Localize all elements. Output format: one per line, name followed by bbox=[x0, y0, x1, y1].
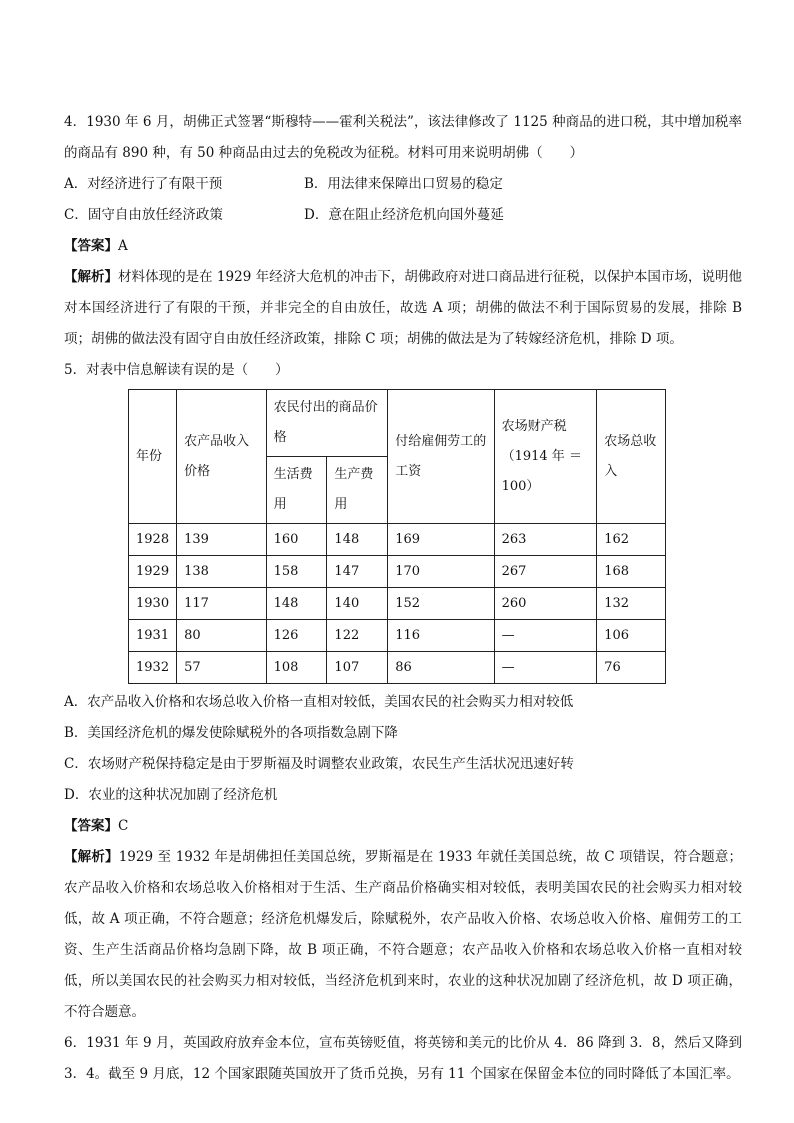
cell-living: 126 bbox=[266, 620, 327, 652]
cell-year: 1931 bbox=[129, 620, 177, 652]
cell-tax: — bbox=[494, 652, 597, 684]
cell-tax: 267 bbox=[494, 556, 597, 588]
table-row bbox=[129, 524, 666, 556]
cell-farm-price: 80 bbox=[177, 620, 267, 652]
q5-stem: 5．对表中信息解读有误的是（ ） bbox=[64, 362, 289, 378]
q4-answer bbox=[64, 231, 742, 262]
document-page bbox=[64, 107, 742, 1090]
th-farm-price: 农产品收入价格 bbox=[177, 390, 267, 524]
cell-farm-price: 138 bbox=[177, 556, 267, 588]
answer-tag: 【答案】 bbox=[64, 238, 118, 254]
q4-answer-value: A bbox=[118, 238, 128, 254]
q4-analysis bbox=[64, 262, 742, 355]
analysis-tag: 【解析】 bbox=[64, 269, 119, 285]
th-living-cost: 生活费用 bbox=[266, 457, 327, 524]
cell-tax: 263 bbox=[494, 524, 597, 556]
q5-table bbox=[128, 389, 666, 684]
cell-tax: — bbox=[494, 620, 597, 652]
q4-option-a: A．对经济进行了有限干预 bbox=[64, 176, 223, 192]
cell-year: 1930 bbox=[129, 588, 177, 620]
cell-total: 162 bbox=[597, 524, 666, 556]
q4-analysis-text: 材料体现的是在 1929 年经济大危机的冲击下，胡佛政府对进口商品进行征税，以保护本国市场，说明他对本国经济进行了有限的干预，并非完全的自由放任，故选 A 项；胡佛的做法不利于国际贸易的发展，排除 B 项；胡佛的做法没有固守自由放任经济政策，排除 C 项；胡佛的做法是为了转嫁经济危机，排除 D 项。 bbox=[64, 269, 742, 347]
cell-year: 1929 bbox=[129, 556, 177, 588]
th-year: 年份 bbox=[129, 390, 177, 524]
cell-production: 140 bbox=[327, 588, 388, 620]
cell-production: 147 bbox=[327, 556, 388, 588]
q4-option-b: B．用法律来保障出口贸易的稳定 bbox=[304, 176, 503, 192]
table-row bbox=[129, 588, 666, 620]
cell-production: 148 bbox=[327, 524, 388, 556]
cell-total: 76 bbox=[597, 652, 666, 684]
cell-farm-price: 117 bbox=[177, 588, 267, 620]
cell-wages: 86 bbox=[388, 652, 494, 684]
cell-tax: 260 bbox=[494, 588, 597, 620]
cell-living: 160 bbox=[266, 524, 327, 556]
cell-production: 107 bbox=[327, 652, 388, 684]
cell-wages: 116 bbox=[388, 620, 494, 652]
q5-option-a: A．农产品收入价格和农场总收入价格一直相对较低，美国农民的社会购买力相对较低 bbox=[64, 694, 574, 710]
analysis-tag: 【解析】 bbox=[64, 849, 119, 865]
cell-total: 132 bbox=[597, 588, 666, 620]
q5-option-d: D．农业的这种状况加剧了经济危机 bbox=[64, 787, 278, 803]
cell-living: 158 bbox=[266, 556, 327, 588]
cell-year: 1932 bbox=[129, 652, 177, 684]
cell-year: 1928 bbox=[129, 524, 177, 556]
cell-production: 122 bbox=[327, 620, 388, 652]
cell-wages: 170 bbox=[388, 556, 494, 588]
th-property-tax: 农场财产税（1914 年 ＝ 100） bbox=[494, 390, 597, 524]
table-row bbox=[129, 556, 666, 588]
answer-tag: 【答案】 bbox=[64, 818, 118, 834]
q5-analysis bbox=[64, 842, 742, 1028]
cell-living: 148 bbox=[266, 588, 327, 620]
q5-option-c: C．农场财产税保持稳定是由于罗斯福及时调整农业政策，农民生产生活状况迅速好转 bbox=[64, 756, 574, 772]
q5-answer bbox=[64, 811, 742, 842]
cell-wages: 152 bbox=[388, 588, 494, 620]
q5-option-b: B．美国经济危机的爆发使除赋税外的各项指数急剧下降 bbox=[64, 725, 398, 741]
th-production-cost: 生产费用 bbox=[327, 457, 388, 524]
cell-farm-price: 57 bbox=[177, 652, 267, 684]
q5-analysis-text: 1929 至 1932 年是胡佛担任美国总统，罗斯福是在 1933 年就任美国总统，故 C 项错误，符合题意；农产品收入价格和农场总收入价格相对于生活、生产商品价格确实相对较低，表明美国农民的社会购买力相对较低，故 A 项正确，不符合题意；经济危机爆发后，除赋税外，农产品收入价格、农场总收入价格、雇佣劳工的工资、生产生活商品价格均急剧下降，故 B 项正确，不符合题意；农产品收入价格和农场总收入价格一直相对较低，所以美国农民的社会购买力相对较低，当经济危机到来时，农业的这种状况加剧了经济危机，故 D 项正确，不符合题意。 bbox=[64, 849, 743, 1020]
q5-answer-value: C bbox=[118, 818, 129, 834]
q4-options-row2 bbox=[64, 200, 742, 231]
th-total-income: 农场总收入 bbox=[597, 390, 666, 524]
cell-wages: 169 bbox=[388, 524, 494, 556]
cell-total: 106 bbox=[597, 620, 666, 652]
q6-stem: 6．1931 年 9 月，英国政府放弃金本位，宣布英镑贬值，将英镑和美元的比价从 4．86 降到 3．8，然后又降到 3．4。截至 9 月底，12 个国家跟随英国放开了货币兑换，另有 11 个国家在保留金本位的同时降低了本国汇率。 bbox=[64, 1035, 742, 1082]
cell-total: 168 bbox=[597, 556, 666, 588]
cell-living: 108 bbox=[266, 652, 327, 684]
th-wages: 付给雇佣劳工的工资 bbox=[388, 390, 494, 524]
table-row bbox=[129, 620, 666, 652]
q4-option-d: D．意在阻止经济危机向国外蔓延 bbox=[304, 207, 504, 223]
cell-farm-price: 139 bbox=[177, 524, 267, 556]
th-goods-price: 农民付出的商品价格 bbox=[266, 390, 388, 457]
q4-option-c: C．固守自由放任经济政策 bbox=[64, 207, 223, 223]
q4-stem: 4．1930 年 6 月，胡佛正式签署“斯穆特——霍利关税法”，该法律修改了 1125 种商品的进口税，其中增加税率的商品有 890 种，有 50 种商品由过去的免税改为征税。材料可用来说明胡佛（ ） bbox=[64, 114, 742, 161]
q4-options-row1 bbox=[64, 169, 742, 200]
table-row bbox=[129, 652, 666, 684]
